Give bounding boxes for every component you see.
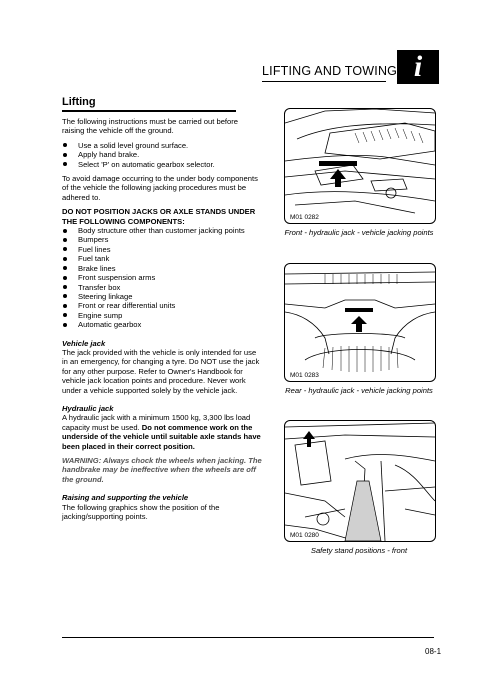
- footer-rule: [62, 637, 434, 638]
- figure-id: M01 0282: [290, 214, 319, 221]
- list-item: Front or rear differential units: [62, 301, 262, 310]
- page-number: 08-1: [425, 647, 442, 656]
- hydraulic-jack-emphasis: Do not commence work on the underside of the vehicle until suitable axle stands have been placed in their correct position.: [62, 422, 261, 451]
- list-item: Engine sump: [62, 311, 262, 320]
- safety-stand-figure: [284, 420, 436, 542]
- front-jacking-figure: [284, 108, 436, 224]
- section-title: Lifting: [62, 96, 96, 108]
- figure-caption: Front - hydraulic jack - vehicle jacking points: [284, 228, 434, 237]
- vehicle-jack-paragraph: The jack provided with the vehicle is only intended for use in an emergency, for changing a tyre. Do NOT use the jack for any other purpose. Refer to Owner's Handbook for vehicle jack location points and procedure. Never work under a vehicle supported solely by the vehicle jack.: [62, 347, 260, 395]
- rear-jacking-illustration: [285, 264, 435, 381]
- list-item: Transfer box: [62, 283, 262, 292]
- header-rule: [262, 81, 386, 82]
- section-rule: [62, 110, 236, 112]
- list-item: Body structure other than customer jacking points: [62, 226, 262, 235]
- list-item: Front suspension arms: [62, 273, 262, 282]
- raising-heading: Raising and supporting the vehicle: [62, 493, 189, 503]
- info-icon: [397, 50, 439, 84]
- avoid-damage-paragraph: To avoid damage occurring to the under body components of the vehicle the following jacking procedures must be adhered to.: [62, 174, 258, 202]
- vehicle-jack-heading: Vehicle jack: [62, 338, 106, 348]
- raising-paragraph: The following graphics show the position of the jacking/supporting points.: [62, 502, 220, 522]
- intro-list: [62, 141, 262, 169]
- warning-text: WARNING: Always chock the wheels when jacking. The handbrake may be ineffective when the wheels are off the ground.: [62, 456, 262, 484]
- body-text-column: [62, 117, 262, 526]
- do-not-position-notice: DO NOT POSITION JACKS OR AXLE STANDS UNDER THE FOLLOWING COMPONENTS:: [62, 207, 256, 226]
- figure-caption: Safety stand positions - front: [310, 546, 408, 555]
- info-icon-glyph: i: [413, 50, 423, 83]
- chapter-title: LIFTING AND TOWING: [262, 64, 398, 78]
- hydraulic-jack-heading: Hydraulic jack: [62, 403, 114, 413]
- figure-caption: Rear - hydraulic jack - vehicle jacking points: [285, 386, 433, 395]
- components-list: [62, 226, 262, 329]
- hydraulic-jack-text: A hydraulic jack with a minimum 1500 kg, 3,300 lbs load capacity must be used.: [62, 413, 251, 432]
- list-item: Select 'P' on automatic gearbox selector.: [62, 160, 262, 169]
- rear-jacking-figure: [284, 263, 436, 382]
- list-item: Use a solid level ground surface.: [62, 141, 262, 150]
- list-item: Steering linkage: [62, 292, 262, 301]
- list-item: Fuel tank: [62, 254, 262, 263]
- hydraulic-jack-paragraph: [62, 413, 262, 451]
- figure-id: M01 0283: [290, 372, 319, 379]
- list-item: Automatic gearbox: [62, 320, 262, 329]
- list-item: Apply hand brake.: [62, 150, 262, 159]
- list-item: Brake lines: [62, 264, 262, 273]
- intro-paragraph: The following instructions must be carried out before raising the vehicle off the ground.: [62, 117, 239, 136]
- list-item: Fuel lines: [62, 245, 262, 254]
- figure-id: M01 0280: [290, 532, 319, 539]
- list-item: Bumpers: [62, 235, 262, 244]
- front-jacking-illustration: [285, 109, 435, 223]
- safety-stand-illustration: [285, 421, 435, 541]
